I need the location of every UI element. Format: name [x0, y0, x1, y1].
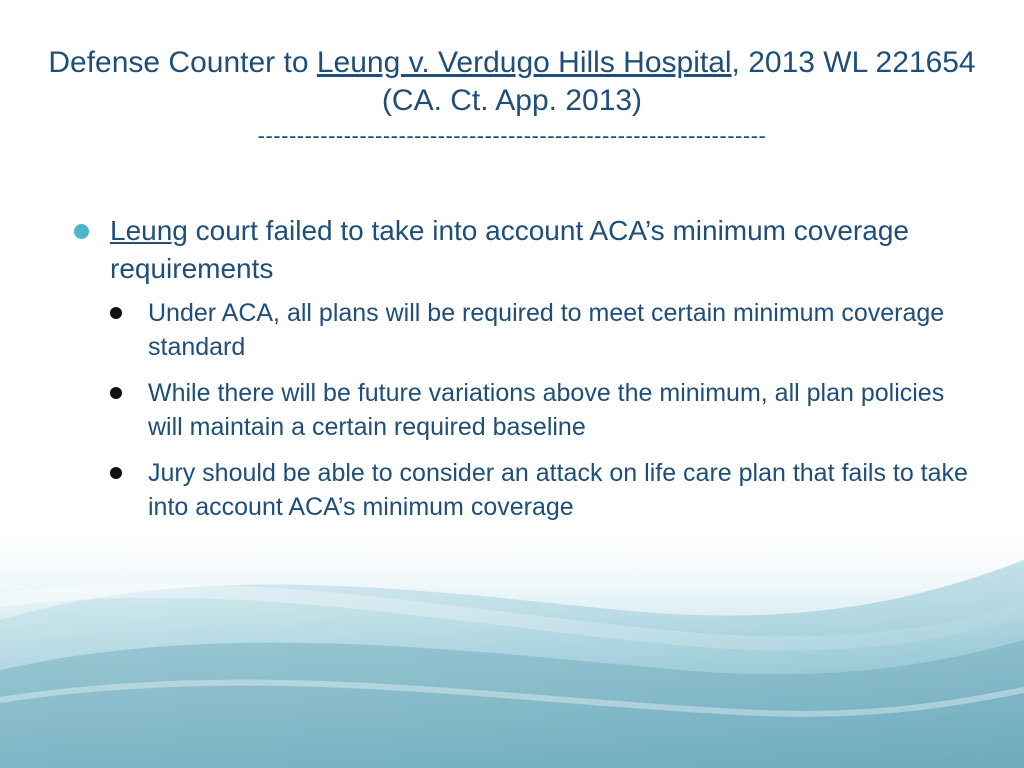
- title-suffix: , 2013 WL 221654 (CA. Ct. App. 2013): [381, 46, 976, 117]
- content: [74, 212, 974, 536]
- title-prefix: Defense Counter to: [48, 46, 317, 79]
- sub-bullet: [110, 296, 974, 364]
- main-bullet: [74, 212, 974, 288]
- sub-bullet-text: While there will be future variations above the minimum, all plan policies will maintain a certain required baseline: [148, 379, 945, 441]
- sub-bullet-dot-icon: [110, 387, 122, 399]
- sub-bullet-dot-icon: [110, 307, 122, 319]
- sub-bullet-dot-icon: [110, 467, 122, 479]
- title-divider: -----------------------------------------------------------------: [257, 123, 767, 148]
- slide-title: [40, 44, 984, 152]
- sub-bullet: [110, 376, 974, 444]
- title-case-link: Leung v. Verdugo Hills Hospital: [316, 46, 732, 79]
- sub-bullet-list: [110, 296, 974, 524]
- bullet-dot-icon: [74, 224, 89, 239]
- sub-bullet-text: Under ACA, all plans will be required to meet certain minimum coverage standard: [148, 299, 945, 361]
- sub-bullet-text: Jury should be able to consider an attack on life care plan that fails to take into account ACA’s minimum coverage: [148, 459, 968, 521]
- main-bullet-text: court failed to take into account ACA’s minimum coverage requirements: [110, 215, 909, 284]
- sub-bullet: [110, 456, 974, 524]
- main-bullet-lead: Leung: [110, 215, 188, 246]
